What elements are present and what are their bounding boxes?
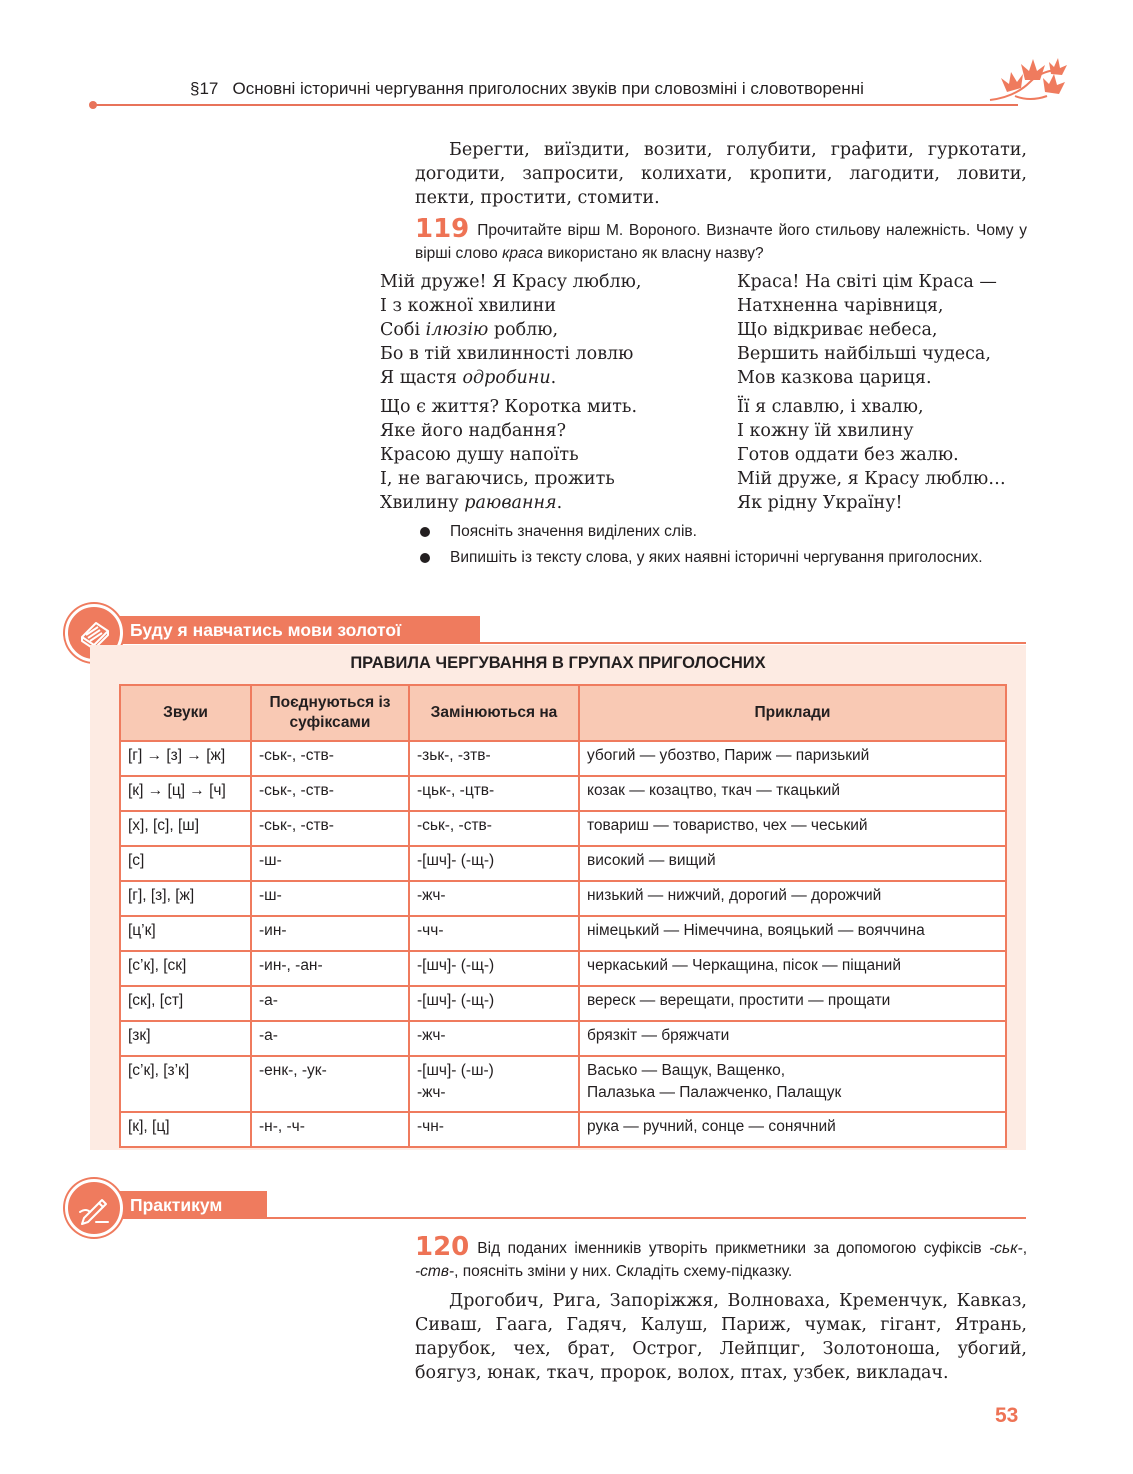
table-row: [120, 916, 1006, 951]
poem-line: Натхненна чарівниця,: [737, 296, 944, 316]
rules-table: [119, 684, 1007, 1148]
poem-line: І з кожної хвилини: [380, 296, 557, 316]
poem-line: Красою душу напоїть: [380, 445, 579, 465]
poem-line: І, не вагаючись, прожить: [380, 469, 615, 489]
section-number: §17: [190, 79, 219, 98]
bullet-dot-icon: [420, 553, 430, 563]
sounds-cell: [к] → [ц] → [ч]: [120, 776, 251, 811]
rules-table-title: ПРАВИЛА ЧЕРГУВАННЯ В ГРУПАХ ПРИГОЛОСНИХ: [350, 654, 766, 672]
bullet-item: Випишіть із тексту слова, у яких наявні історичні чергування приголосних.: [420, 546, 1027, 569]
poem-line: Як рідну Україну!: [737, 493, 903, 513]
table-row: [120, 1021, 1006, 1056]
table-row: [120, 881, 1006, 916]
suffix-cell: -н-, -ч-: [251, 1112, 409, 1147]
poem-line: Собі ілюзію роблю,: [380, 320, 559, 340]
examples-cell: черкаський — Черкащина, пісок — піщаний: [579, 951, 1006, 986]
page-number: 53: [995, 1404, 1019, 1427]
bullet-dot-icon: [420, 527, 430, 537]
replace-cell: -[шч]- (-щ-): [409, 986, 579, 1021]
replace-cell: -цьк-, -цтв-: [409, 776, 579, 811]
column-header: Приклади: [579, 685, 1006, 741]
sounds-cell: [ц’к]: [120, 916, 251, 951]
replace-cell: -[шч]- (-щ-): [409, 951, 579, 986]
poem-left-column: [380, 270, 641, 515]
sounds-cell: [ск], [ст]: [120, 986, 251, 1021]
highlighted-word: ілюзію: [425, 320, 489, 340]
examples-cell: низький — нижчий, дорогий — дорожчий: [579, 881, 1006, 916]
table-row: [120, 811, 1006, 846]
sounds-cell: [х], [с], [ш]: [120, 811, 251, 846]
poem-line: Бо в тій хвилинності ловлю: [380, 344, 634, 364]
suffix-cell: -ськ-, -ств-: [251, 741, 409, 776]
replace-cell: -[шч]- (-щ-): [409, 846, 579, 881]
bullet-list: [420, 520, 1027, 572]
examples-cell: брязкіт — бряжчати: [579, 1021, 1006, 1056]
suffix-cell: -а-: [251, 1021, 409, 1056]
suffix-cell: -ин-, -ан-: [251, 951, 409, 986]
running-header: [190, 79, 864, 99]
table-row: [120, 1056, 1006, 1112]
suffix-cell: -ськ-, -ств-: [251, 811, 409, 846]
examples-cell: рука — ручний, сонце — сонячний: [579, 1112, 1006, 1147]
table-row: [120, 776, 1006, 811]
replace-cell: -чч-: [409, 916, 579, 951]
column-header: Поєднуються із суфіксами: [251, 685, 409, 741]
poem-line: Що є життя? Коротка мить.: [380, 397, 638, 417]
suffix-cell: -ин-: [251, 916, 409, 951]
sounds-cell: [к], [ц]: [120, 1112, 251, 1147]
exercise-number: 120: [415, 1232, 470, 1262]
poem-line: Її я славлю, і хвалю,: [737, 397, 924, 417]
exercise-119-task: 119 Прочитайте вірш М. Вороного. Визначте його стильову належність. Чому у вірші слово краса використано як власну назву?: [415, 214, 1027, 262]
table-row: [120, 986, 1006, 1021]
section-banner-practice: Практикум: [120, 1191, 267, 1219]
examples-cell: козак — козацтво, ткач — ткацький: [579, 776, 1006, 811]
column-header: Звуки: [120, 685, 251, 741]
sounds-cell: [с’к], [ск]: [120, 951, 251, 986]
highlighted-word: одробини: [462, 368, 551, 388]
bullet-item: Поясніть значення виділених слів.: [420, 520, 1027, 543]
sounds-cell: [г], [з], [ж]: [120, 881, 251, 916]
suffix-cell: -енк-, -ук-: [251, 1056, 409, 1112]
highlighted-word: раювання: [464, 493, 557, 513]
flower-ornament-icon: [985, 52, 1070, 117]
poem-line: Яке його надбання?: [380, 421, 567, 441]
poem-line: Готов оддати без жалю.: [737, 445, 959, 465]
column-header: Замінюються на: [409, 685, 579, 741]
replace-cell: -[шч]- (-ш-) -жч-: [409, 1056, 579, 1112]
poem-line: І кожну їй хвилину: [737, 421, 914, 441]
table-row: [120, 741, 1006, 776]
table-header-row: [120, 685, 1006, 741]
sounds-cell: [зк]: [120, 1021, 251, 1056]
table-row: [120, 846, 1006, 881]
sounds-cell: [с]: [120, 846, 251, 881]
chapter-title: Основні історичні чергування приголосних звуків при словозміні і словотворенні: [232, 79, 864, 98]
exercise-120-words: Дрогобич, Рига, Запоріжжя, Волноваха, Кременчук, Кавказ, Сиваш, Гаага, Гадяч, Калуш, Париж, чумак, гігант, Ятрань, парубок, чех, брат, Острог, Лейпциг, Золотоноша, убогий, боягуз, юнак, ткач, пророк, волох, птах, узбек, викладач.: [415, 1291, 1027, 1383]
sounds-cell: [г] → [з] → [ж]: [120, 741, 251, 776]
poem-line: Що відкриває небеса,: [737, 320, 938, 340]
header-rule: [93, 104, 1018, 106]
poem-line: Хвилину раювання.: [380, 493, 563, 513]
table-row: [120, 1112, 1006, 1147]
poem-line: Я щастя одробини.: [380, 368, 557, 388]
examples-cell: товариш — товариство, чех — чеський: [579, 811, 1006, 846]
exercise-number: 119: [415, 214, 470, 244]
examples-cell: убогий — убозтво, Париж — паризький: [579, 741, 1006, 776]
replace-cell: -жч-: [409, 1021, 579, 1056]
poem-line: Мов казкова цариця.: [737, 368, 932, 388]
suffix-cell: -ськ-, -ств-: [251, 776, 409, 811]
section-banner-rules: Буду я навчатись мови золотої: [120, 616, 480, 644]
poem-right-column: [737, 270, 1006, 515]
suffix-cell: -ш-: [251, 846, 409, 881]
examples-cell: вереск — верещати, простити — прощати: [579, 986, 1006, 1021]
replace-cell: -чн-: [409, 1112, 579, 1147]
suffix-cell: -а-: [251, 986, 409, 1021]
replace-cell: -жч-: [409, 881, 579, 916]
poem-line: Мій друже! Я Красу люблю,: [380, 272, 642, 292]
poem-line: Мій друже, я Красу люблю…: [737, 469, 1006, 489]
examples-cell: Васько — Ващук, Ващенко, Палазька — Палажченко, Палащук: [579, 1056, 1006, 1112]
suffix-cell: -ш-: [251, 881, 409, 916]
exercise-120-task: 120 Від поданих іменників утворіть прикметники за допомогою суфіксів -ськ-, -ств-, поясніть зміни у них. Складіть схему-підказку.: [415, 1232, 1027, 1280]
examples-cell: німецький — Німеччина, вояцький — вояччина: [579, 916, 1006, 951]
poem-line: Краса! На світі цім Краса —: [737, 272, 997, 292]
poem-line: Вершить найбільші чудеса,: [737, 344, 991, 364]
table-row: [120, 951, 1006, 986]
replace-cell: -ськ-, -ств-: [409, 811, 579, 846]
intro-words: Берегти, виїздити, возити, голубити, графити, гуркотати, догодити, запросити, колихати, кропити, лагодити, ловити, пекти, простити, стомити.: [415, 140, 1027, 208]
sounds-cell: [с’к], [з’к]: [120, 1056, 251, 1112]
replace-cell: -зьк-, -зтв-: [409, 741, 579, 776]
examples-cell: високий — вищий: [579, 846, 1006, 881]
pen-icon: [65, 1179, 123, 1237]
